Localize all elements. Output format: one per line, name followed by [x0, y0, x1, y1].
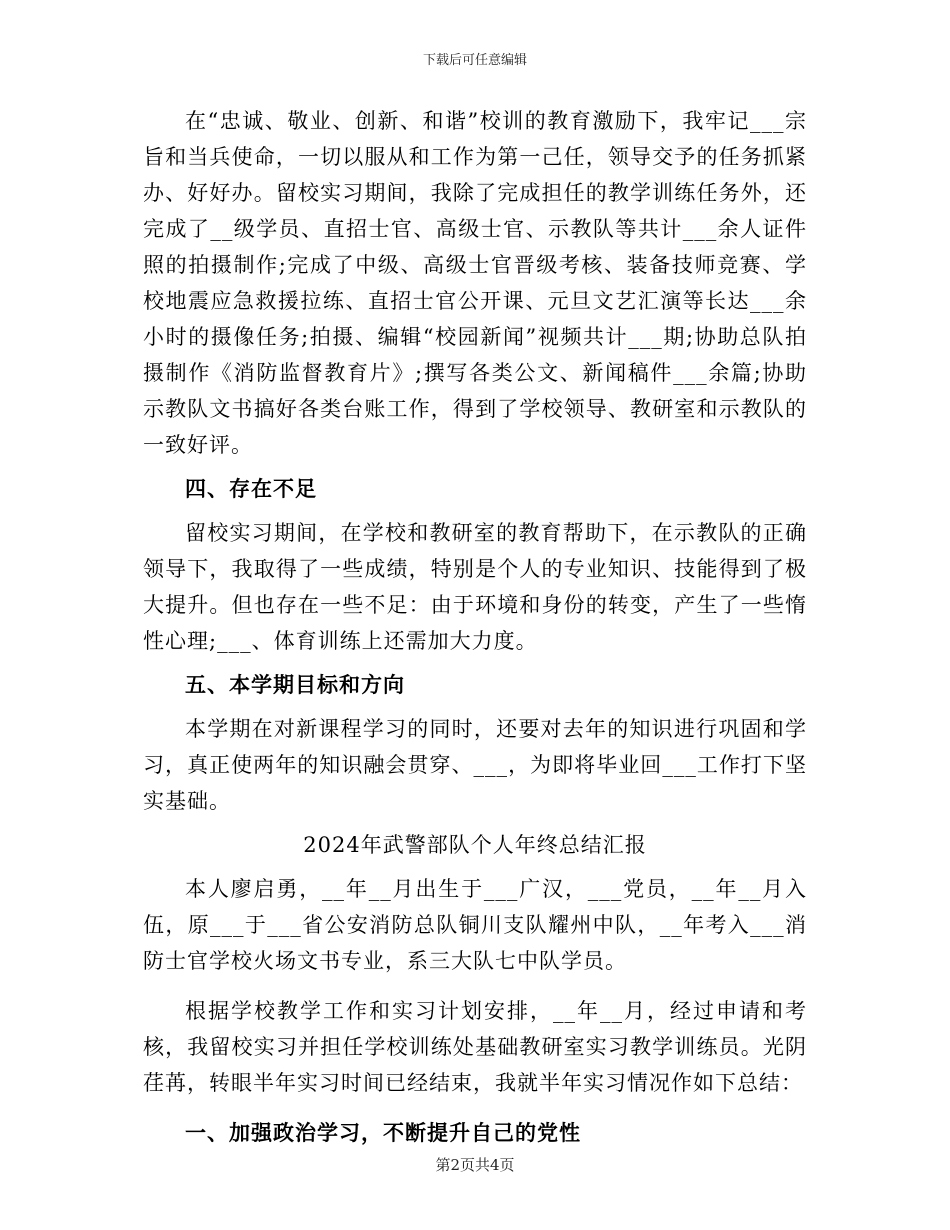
page-number: 第2页共4页 — [435, 1156, 515, 1174]
section-heading-shortcomings: 四、存在不足 — [185, 476, 317, 501]
document-body — [143, 103, 807, 1151]
paragraph-goals: 本学期在对新课程学习的同时，还要对去年的知识进行巩固和学习，真正使两年的知识融会贯穿、___，为即将毕业回___工作打下坚实基础。 — [143, 717, 807, 813]
paragraph-shortcomings: 留校实习期间，在学校和教研室的教育帮助下，在示教队的正确领导下，我取得了一些成绩，特别是个人的专业知识、技能得到了极大提升。但也存在一些不足：由于环境和身份的转变，产生了一些惰性心理;___、体育训练上还需加大力度。 — [143, 521, 807, 653]
section-heading-political-study: 一、加强政治学习，不断提升自己的党性 — [185, 1120, 581, 1145]
section-heading-goals: 五、本学期目标和方向 — [185, 672, 405, 697]
paragraph-training-tasks: 在“忠诚、敬业、创新、和谐”校训的教育激励下，我牢记___宗旨和当兵使命，一切以服从和工作为第一己任，领导交予的任务抓紧办、好好办。留校实习期间，我除了完成担任的教学训练任务外，还完成了__级学员、直招士官、高级士官、示教队等共计___余人证件照的拍摄制作;完成了中级、高级士官晋级考核、装备技师竞赛、学校地震应急救援拉练、直招士官公开课、元旦文艺汇演等长达___余小时的摄像任务;拍摄、编辑“校园新闻”视频共计___期;协助总队拍摄制作《消防监督教育片》;撰写各类公文、新闻稿件___余篇;协助示教队文书搞好各类台账工作，得到了学校领导、教研室和示教队的一致好评。 — [143, 109, 807, 457]
paragraph-internship-summary: 根据学校教学工作和实习计划安排，__年__月，经过申请和考核，我留校实习并担任学校训练处基础教研室实习教学训练员。光阴荏苒，转眼半年实习时间已经结束，我就半年实习情况作如下总结： — [143, 999, 807, 1095]
document-title: 2024年武警部队个人年终总结汇报 — [303, 833, 647, 857]
paragraph-personal-info: 本人廖启勇，__年__月出生于___广汉，___党员，__年__月入伍，原___于___省公安消防总队铜川支队耀州中队，__年考入___消防士官学校火场文书专业，系三大队七中队学员。 — [143, 877, 807, 973]
header-note: 下载后可任意编辑 — [422, 53, 527, 68]
